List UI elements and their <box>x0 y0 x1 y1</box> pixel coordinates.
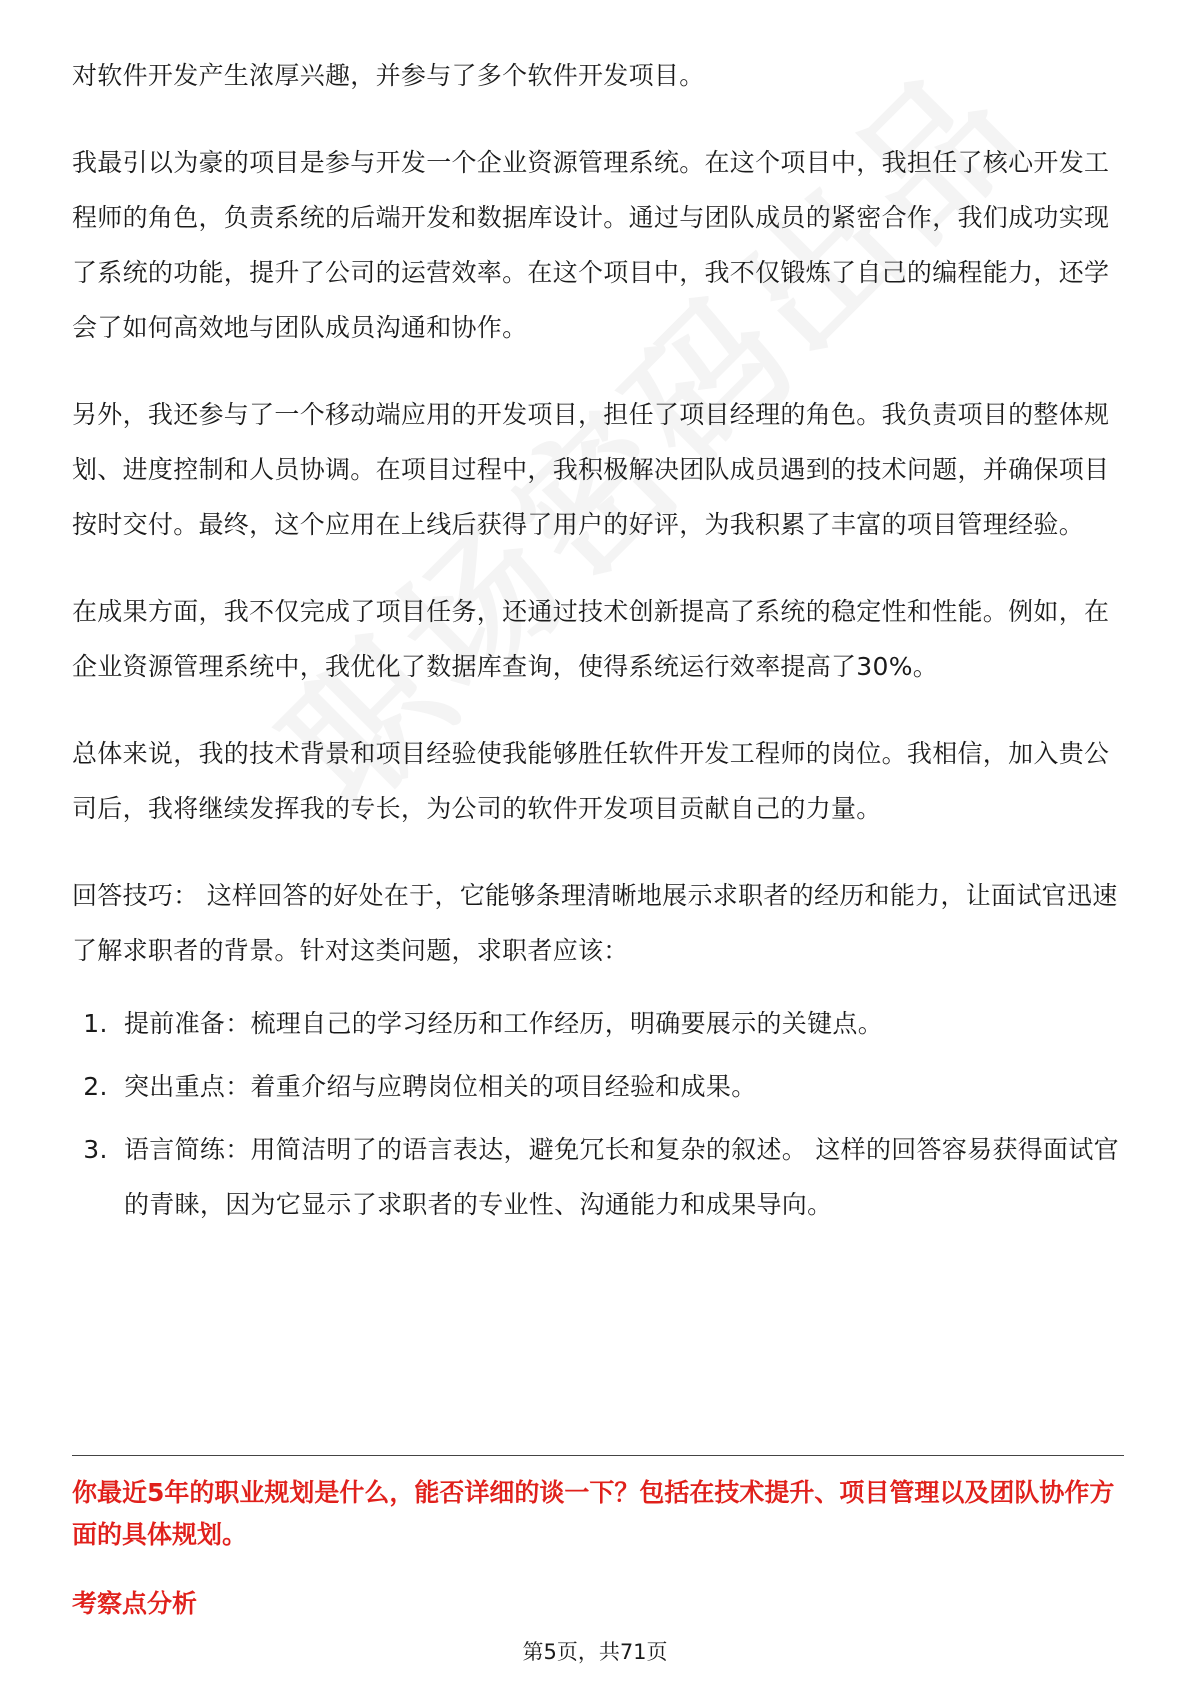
analysis-heading: 考察点分析 <box>72 1589 198 1618</box>
paragraph-achievements: 在成果方面，我不仅完成了项目任务，还通过技术创新提高了系统的稳定性和性能。例如，在企业资源管理系统中，我优化了数据库查询，使得系统运行效率提高了30%。 <box>72 597 1110 681</box>
list-item: 2. 突出重点：着重介绍与应聘岗位相关的项目经验和成果。 <box>116 1059 1122 1114</box>
page-number: 第5页，共71页 <box>522 1640 668 1664</box>
paragraph-mobile-project: 另外，我还参与了一个移动端应用的开发项目，担任了项目经理的角色。我负责项目的整体规划、进度控制和人员协调。在项目过程中，我积极解决团队成员遇到的技术问题，并确保项目按时交付。最终，这个应用在上线后获得了用户的好评，为我积累了丰富的项目管理经验。 <box>72 400 1110 539</box>
answer-body <box>72 48 1122 1240</box>
tips-list <box>72 996 1122 1232</box>
paragraph-intro: 对软件开发产生浓厚兴趣，并参与了多个软件开发项目。 <box>72 61 705 90</box>
paragraph-answer-tips: 回答技巧： 这样回答的好处在于，它能够条理清晰地展示求职者的经历和能力，让面试官迅速了解求职者的背景。针对这类问题，求职者应该： <box>72 881 1118 965</box>
section-divider <box>72 1455 1124 1456</box>
paragraph-erp-project: 我最引以为豪的项目是参与开发一个企业资源管理系统。在这个项目中，我担任了核心开发工程师的角色，负责系统的后端开发和数据库设计。通过与团队成员的紧密合作，我们成功实现了系统的功能，提升了公司的运营效率。在这个项目中，我不仅锻炼了自己的编程能力，还学会了如何高效地与团队成员沟通和协作。 <box>72 148 1110 342</box>
next-question: 你最近5年的职业规划是什么，能否详细的谈一下？包括在技术提升、项目管理以及团队协作方面的具体规划。 <box>72 1478 1115 1549</box>
list-item: 1. 提前准备：梳理自己的学习经历和工作经历，明确要展示的关键点。 <box>116 996 1122 1051</box>
list-item: 3. 语言简练：用简洁明了的语言表达，避免冗长和复杂的叙述。 这样的回答容易获得面试官的青睐，因为它显示了求职者的专业性、沟通能力和成果导向。 <box>116 1122 1122 1232</box>
paragraph-summary: 总体来说，我的技术背景和项目经验使我能够胜任软件开发工程师的岗位。我相信，加入贵公司后，我将继续发挥我的专长，为公司的软件开发项目贡献自己的力量。 <box>72 739 1110 823</box>
